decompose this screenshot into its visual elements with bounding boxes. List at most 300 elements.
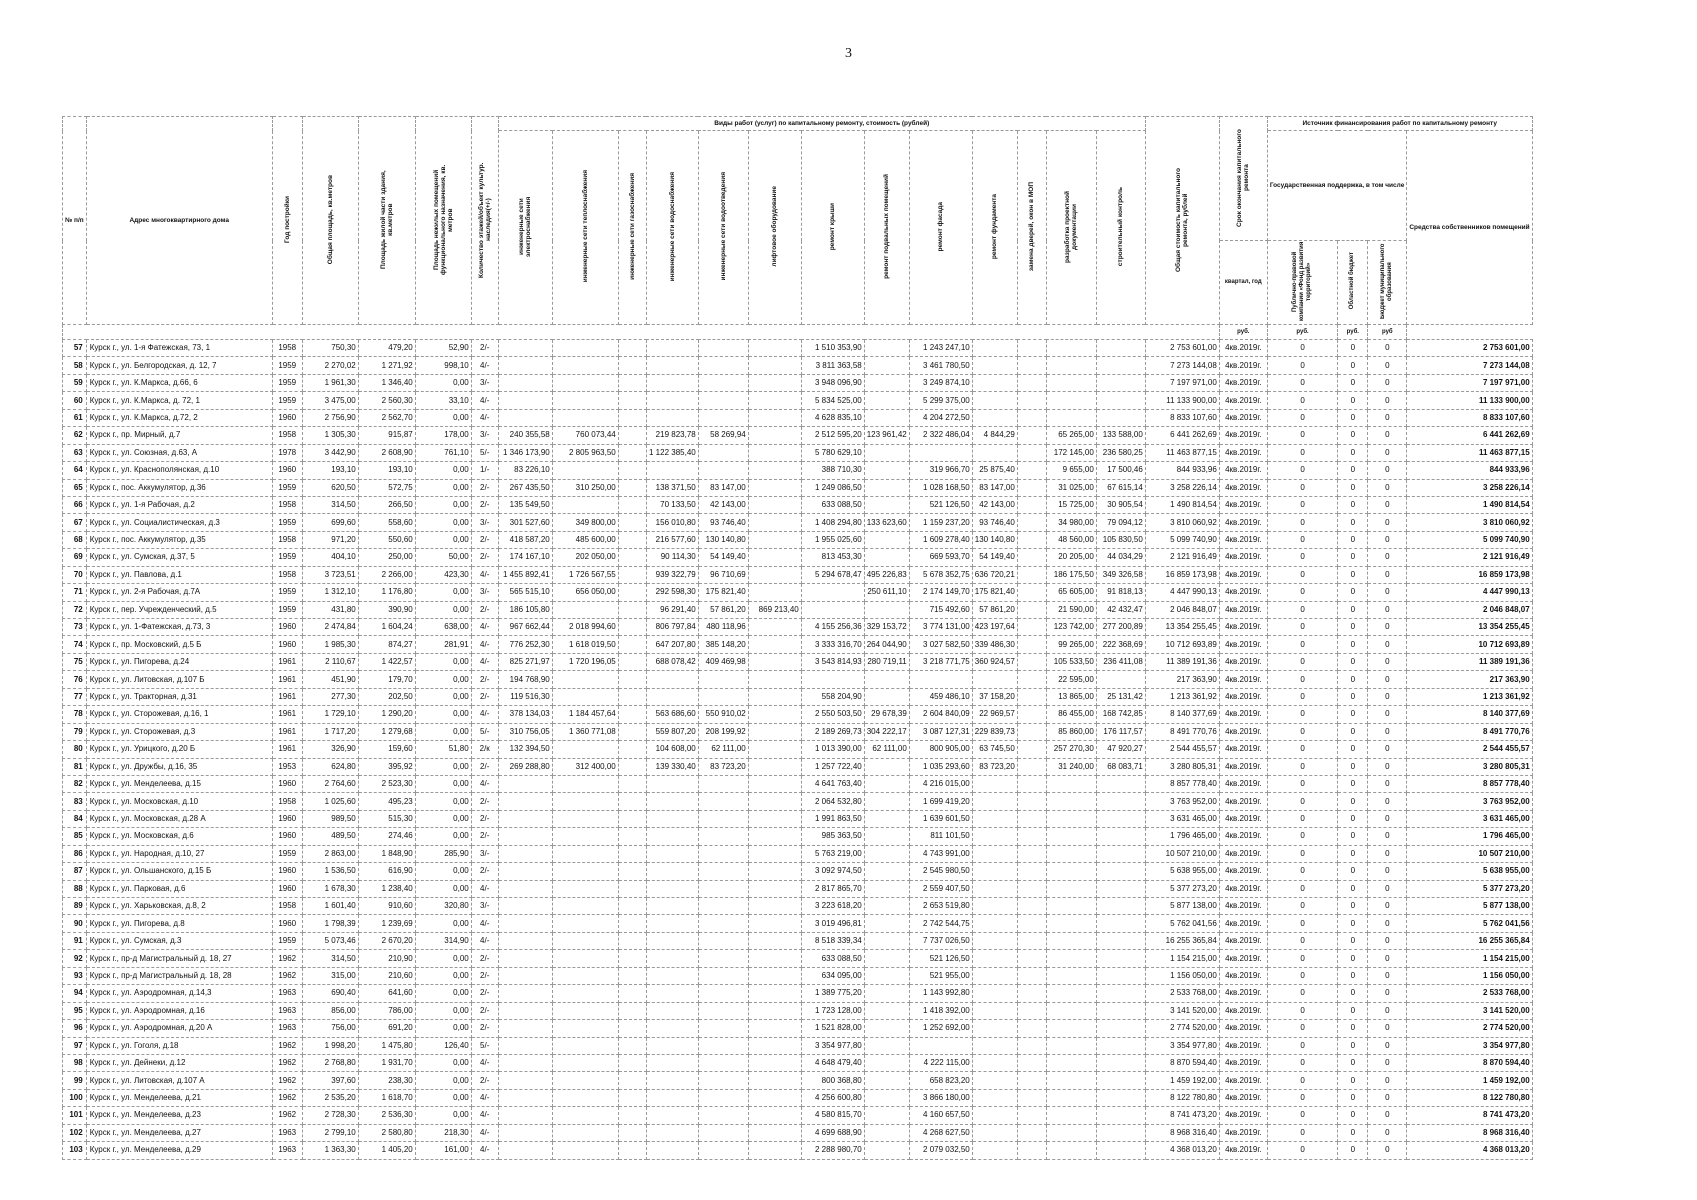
row-work-cost [748, 462, 801, 479]
row-owners-funds: 2 774 520,00 [1407, 1020, 1532, 1037]
row-term: 4кв.2019г. [1219, 601, 1267, 618]
row-total-area: 750,30 [302, 340, 358, 357]
row-work-cost [618, 706, 646, 723]
row-work-cost: 3 811 363,58 [801, 357, 864, 374]
row-work-cost: 480 118,96 [698, 619, 748, 636]
row-number: 94 [63, 985, 87, 1002]
row-year: 1959 [272, 845, 302, 862]
row-work-cost [552, 409, 618, 426]
row-work-cost [698, 863, 748, 880]
row-work-cost [1046, 898, 1096, 915]
row-work-cost [748, 619, 801, 636]
row-total-area: 2 756,90 [302, 409, 358, 426]
row-work-cost [552, 741, 618, 758]
row-work-cost [618, 915, 646, 932]
header-units-spacer [63, 325, 1220, 340]
row-year: 1961 [272, 723, 302, 740]
row-total-cost: 1 490 814,54 [1145, 496, 1219, 513]
row-owners-funds: 11 389 191,36 [1407, 653, 1532, 670]
row-owners-funds: 10 712 693,89 [1407, 636, 1532, 653]
row-work-cost [552, 967, 618, 984]
row-work-cost [748, 409, 801, 426]
row-work-cost [1096, 1124, 1145, 1141]
row-work-cost [864, 1124, 909, 1141]
row-living-area: 1 405,20 [358, 1142, 415, 1159]
row-total-area: 2 474,84 [302, 619, 358, 636]
row-total-area: 624,80 [302, 758, 358, 775]
row-work-cost [864, 775, 909, 792]
row-work-cost [618, 653, 646, 670]
row-work-cost: 4 160 657,50 [909, 1107, 972, 1124]
row-number: 79 [63, 723, 87, 740]
row-work-cost: 29 678,39 [864, 706, 909, 723]
row-work-cost [698, 915, 748, 932]
row-work-cost [1046, 845, 1096, 862]
row-work-cost: 418 587,20 [498, 531, 552, 548]
row-work-cost: 319 966,70 [909, 462, 972, 479]
row-year: 1962 [272, 967, 302, 984]
row-total-area: 1 601,40 [302, 898, 358, 915]
row-living-area: 1 618,70 [358, 1089, 415, 1106]
row-work-cost [646, 1072, 698, 1089]
row-work-cost: 13 865,00 [1046, 688, 1096, 705]
row-work-cost [646, 863, 698, 880]
row-floors: 5/- [471, 723, 498, 740]
row-owners-funds: 3 354 977,80 [1407, 1037, 1532, 1054]
row-work-cost: 31 025,00 [1046, 479, 1096, 496]
row-work-cost: 800 905,00 [909, 741, 972, 758]
row-year: 1960 [272, 775, 302, 792]
row-floors: 1/- [471, 462, 498, 479]
row-work-cost [552, 775, 618, 792]
row-work-cost [1017, 775, 1046, 792]
row-work-cost [1017, 845, 1046, 862]
row-total-area: 5 073,46 [302, 932, 358, 949]
table-row [63, 496, 1533, 513]
row-regional-budget: 0 [1338, 1037, 1368, 1054]
row-number: 90 [63, 915, 87, 932]
row-living-area: 1 346,40 [358, 374, 415, 391]
row-work-cost: 83 147,00 [972, 479, 1017, 496]
row-total-cost: 10 507 210,00 [1145, 845, 1219, 862]
row-work-cost [618, 863, 646, 880]
row-work-cost: 236 580,25 [1096, 444, 1145, 461]
row-term: 4кв.2019г. [1219, 1089, 1267, 1106]
row-total-area: 3 442,90 [302, 444, 358, 461]
row-floors: 4/- [471, 915, 498, 932]
row-work-cost [864, 880, 909, 897]
row-work-cost [646, 967, 698, 984]
row-work-cost [748, 1107, 801, 1124]
row-work-cost [618, 967, 646, 984]
row-public-fund: 0 [1267, 444, 1338, 461]
row-year: 1963 [272, 1002, 302, 1019]
row-work-cost [748, 741, 801, 758]
row-nonresidential-area: 0,00 [415, 409, 471, 426]
row-owners-funds: 10 507 210,00 [1407, 845, 1532, 862]
row-public-fund: 0 [1267, 758, 1338, 775]
row-regional-budget: 0 [1338, 479, 1368, 496]
row-work-cost [1017, 1002, 1046, 1019]
row-living-area: 2 266,00 [358, 566, 415, 583]
row-work-cost [618, 584, 646, 601]
row-owners-funds: 1 459 192,00 [1407, 1072, 1532, 1089]
row-work-cost [972, 409, 1017, 426]
row-floors: 2/- [471, 601, 498, 618]
row-work-cost [1096, 775, 1145, 792]
row-floors: 2/- [471, 1002, 498, 1019]
row-work-cost [1017, 479, 1046, 496]
row-term: 4кв.2019г. [1219, 357, 1267, 374]
row-address: Курск г., ул. Сторожевая, д.16, 1 [86, 706, 272, 723]
row-work-cost [1046, 409, 1096, 426]
row-total-area: 2 799,10 [302, 1124, 358, 1141]
row-work-cost: 20 205,00 [1046, 549, 1096, 566]
row-regional-budget: 0 [1338, 409, 1368, 426]
row-address: Курск г., ул. Дружбы, д.16, 35 [86, 758, 272, 775]
header-work-basement: ремонт подвальных помещений [864, 131, 909, 325]
row-number: 80 [63, 741, 87, 758]
row-total-cost: 6 441 262,69 [1145, 427, 1219, 444]
row-floors: 3/- [471, 427, 498, 444]
row-work-cost [1017, 950, 1046, 967]
row-living-area: 395,92 [358, 758, 415, 775]
row-municipal-budget: 0 [1368, 392, 1407, 409]
row-year: 1963 [272, 1124, 302, 1141]
table-row [63, 898, 1533, 915]
table-row [63, 688, 1533, 705]
row-total-cost: 11 133 900,00 [1145, 392, 1219, 409]
row-work-cost [698, 1002, 748, 1019]
row-work-cost: 423 197,64 [972, 619, 1017, 636]
row-work-cost: 633 088,50 [801, 950, 864, 967]
row-work-cost [748, 706, 801, 723]
row-work-cost [748, 967, 801, 984]
row-work-cost [552, 1142, 618, 1159]
row-work-cost [864, 357, 909, 374]
row-owners-funds: 3 280 805,31 [1407, 758, 1532, 775]
row-work-cost [646, 671, 698, 688]
row-nonresidential-area: 0,00 [415, 1089, 471, 1106]
row-floors: 2/- [471, 340, 498, 357]
row-work-cost [1017, 985, 1046, 1002]
row-work-cost: 186 105,80 [498, 601, 552, 618]
row-work-cost: 62 111,00 [864, 741, 909, 758]
row-work-cost [552, 1072, 618, 1089]
table-row [63, 1037, 1533, 1054]
row-term: 4кв.2019г. [1219, 775, 1267, 792]
row-work-cost: 1 028 168,50 [909, 479, 972, 496]
row-living-area: 266,50 [358, 496, 415, 513]
row-work-cost [618, 775, 646, 792]
header-work-elevator: лифтовое оборудование [748, 131, 801, 325]
row-work-cost: 3 027 582,50 [909, 636, 972, 653]
row-public-fund: 0 [1267, 863, 1338, 880]
table-row [63, 932, 1533, 949]
row-work-cost: 85 860,00 [1046, 723, 1096, 740]
row-work-cost [1096, 950, 1145, 967]
row-work-cost: 715 492,60 [909, 601, 972, 618]
row-year: 1962 [272, 950, 302, 967]
header-public-fund: Публично-правовой компании «Фонд развития территорий» [1267, 241, 1338, 325]
row-municipal-budget: 0 [1368, 549, 1407, 566]
row-regional-budget: 0 [1338, 1002, 1368, 1019]
row-work-cost [748, 427, 801, 444]
row-work-cost: 3 092 974,50 [801, 863, 864, 880]
row-nonresidential-area: 0,00 [415, 479, 471, 496]
row-work-cost [698, 357, 748, 374]
row-work-cost: 83 226,10 [498, 462, 552, 479]
row-owners-funds: 7 197 971,00 [1407, 374, 1532, 391]
row-term: 4кв.2019г. [1219, 566, 1267, 583]
row-nonresidential-area: 0,00 [415, 1054, 471, 1071]
row-year: 1962 [272, 1107, 302, 1124]
row-work-cost [864, 1020, 909, 1037]
row-work-cost [1096, 810, 1145, 827]
row-total-cost: 3 763 952,00 [1145, 793, 1219, 810]
row-year: 1960 [272, 880, 302, 897]
row-living-area: 1 848,90 [358, 845, 415, 862]
row-work-cost: 1 013 390,00 [801, 741, 864, 758]
header-work-doors-windows: замена дверей, окон в МОП [1017, 131, 1046, 325]
row-nonresidential-area: 320,80 [415, 898, 471, 915]
row-work-cost: 1 257 722,40 [801, 758, 864, 775]
row-work-cost [748, 1020, 801, 1037]
row-nonresidential-area: 0,00 [415, 880, 471, 897]
row-work-cost [646, 880, 698, 897]
row-work-cost: 104 608,00 [646, 741, 698, 758]
row-work-cost [1017, 932, 1046, 949]
row-work-cost [1096, 409, 1145, 426]
table-row [63, 392, 1533, 409]
row-nonresidential-area: 218,30 [415, 1124, 471, 1141]
row-work-cost: 130 140,80 [698, 531, 748, 548]
row-work-cost: 194 768,90 [498, 671, 552, 688]
row-public-fund: 0 [1267, 741, 1338, 758]
row-total-area: 3 475,00 [302, 392, 358, 409]
row-work-cost [1046, 1124, 1096, 1141]
row-work-cost: 25 131,42 [1096, 688, 1145, 705]
row-work-cost [498, 1054, 552, 1071]
row-work-cost: 647 207,80 [646, 636, 698, 653]
table-row [63, 810, 1533, 827]
row-number: 92 [63, 950, 87, 967]
row-work-cost [618, 601, 646, 618]
row-total-cost: 2 753 601,00 [1145, 340, 1219, 357]
row-total-cost: 8 857 778,40 [1145, 775, 1219, 792]
row-municipal-budget: 0 [1368, 1054, 1407, 1071]
row-public-fund: 0 [1267, 845, 1338, 862]
row-term: 4кв.2019г. [1219, 967, 1267, 984]
row-public-fund: 0 [1267, 1142, 1338, 1159]
row-work-cost [498, 810, 552, 827]
row-owners-funds: 1 154 215,00 [1407, 950, 1532, 967]
row-total-area: 277,30 [302, 688, 358, 705]
row-work-cost [498, 1142, 552, 1159]
row-work-cost: 1 726 567,55 [552, 566, 618, 583]
row-work-cost: 4 641 763,40 [801, 775, 864, 792]
row-total-area: 1 025,60 [302, 793, 358, 810]
row-term: 4кв.2019г. [1219, 723, 1267, 740]
row-work-cost [498, 392, 552, 409]
row-work-cost: 2 079 032,50 [909, 1142, 972, 1159]
row-address: Курск г., ул. Литовская, д.107 А [86, 1072, 272, 1089]
row-owners-funds: 13 354 255,45 [1407, 619, 1532, 636]
row-work-cost: 216 577,60 [646, 531, 698, 548]
row-owners-funds: 3 631 465,00 [1407, 810, 1532, 827]
row-work-cost [618, 531, 646, 548]
row-work-cost [1017, 601, 1046, 618]
row-term: 4кв.2019г. [1219, 427, 1267, 444]
row-work-cost: 3 461 780,50 [909, 357, 972, 374]
row-municipal-budget: 0 [1368, 444, 1407, 461]
row-term: 4кв.2019г. [1219, 1020, 1267, 1037]
row-work-cost [1017, 706, 1046, 723]
row-work-cost: 267 435,50 [498, 479, 552, 496]
row-nonresidential-area: 281,91 [415, 636, 471, 653]
row-total-cost: 13 354 255,45 [1145, 619, 1219, 636]
row-municipal-budget: 0 [1368, 340, 1407, 357]
table-row [63, 1107, 1533, 1124]
table-row [63, 723, 1533, 740]
row-total-area: 314,50 [302, 950, 358, 967]
row-total-area: 2 110,67 [302, 653, 358, 670]
row-regional-budget: 0 [1338, 1089, 1368, 1106]
row-nonresidential-area: 0,00 [415, 863, 471, 880]
table-row [63, 671, 1533, 688]
row-work-cost: 130 140,80 [972, 531, 1017, 548]
row-total-cost: 1 796 465,00 [1145, 828, 1219, 845]
row-work-cost: 1 955 025,60 [801, 531, 864, 548]
row-regional-budget: 0 [1338, 374, 1368, 391]
table-row [63, 880, 1533, 897]
row-owners-funds: 5 877 138,00 [1407, 898, 1532, 915]
row-work-cost: 634 095,00 [801, 967, 864, 984]
row-work-cost: 1 159 237,20 [909, 514, 972, 531]
row-term: 4кв.2019г. [1219, 549, 1267, 566]
row-total-area: 3 723,51 [302, 566, 358, 583]
row-floors: 2/- [471, 549, 498, 566]
header-state-support: Государственная поддержка, в том числе [1267, 131, 1407, 241]
row-work-cost [552, 340, 618, 357]
row-municipal-budget: 0 [1368, 880, 1407, 897]
row-work-cost [1046, 775, 1096, 792]
row-work-cost: 825 271,97 [498, 653, 552, 670]
table-row [63, 775, 1533, 792]
row-work-cost [748, 1089, 801, 1106]
row-work-cost [864, 967, 909, 984]
row-year: 1959 [272, 479, 302, 496]
table-row [63, 793, 1533, 810]
row-nonresidential-area: 0,00 [415, 758, 471, 775]
row-work-cost [698, 392, 748, 409]
row-work-cost: 521 955,00 [909, 967, 972, 984]
row-address: Курск г., пр. Московский, д.5 Б [86, 636, 272, 653]
row-public-fund: 0 [1267, 793, 1338, 810]
row-work-cost [498, 1037, 552, 1054]
table-row [63, 531, 1533, 548]
row-total-area: 2 270,02 [302, 357, 358, 374]
row-living-area: 1 931,70 [358, 1054, 415, 1071]
row-floors: 2/- [471, 810, 498, 827]
row-work-cost: 47 920,27 [1096, 741, 1145, 758]
row-work-cost [552, 1020, 618, 1037]
header-unit-term: квартал, год [1219, 241, 1267, 325]
row-municipal-budget: 0 [1368, 601, 1407, 618]
row-regional-budget: 0 [1338, 531, 1368, 548]
table-row [63, 601, 1533, 618]
row-work-cost [618, 340, 646, 357]
row-year: 1960 [272, 619, 302, 636]
row-living-area: 250,00 [358, 549, 415, 566]
row-living-area: 1 238,40 [358, 880, 415, 897]
row-regional-budget: 0 [1338, 1142, 1368, 1159]
row-work-cost [552, 1124, 618, 1141]
row-total-cost: 2 774 520,00 [1145, 1020, 1219, 1037]
row-regional-budget: 0 [1338, 549, 1368, 566]
row-municipal-budget: 0 [1368, 688, 1407, 705]
row-work-cost [909, 671, 972, 688]
row-work-cost: 54 149,40 [972, 549, 1017, 566]
row-address: Курск г., ул. Менделеева, д.29 [86, 1142, 272, 1159]
row-work-cost [552, 1037, 618, 1054]
row-floors: 3/- [471, 845, 498, 862]
row-regional-budget: 0 [1338, 688, 1368, 705]
row-number: 59 [63, 374, 87, 391]
row-floors: 5/- [471, 444, 498, 461]
row-municipal-budget: 0 [1368, 985, 1407, 1002]
row-work-cost: 1 143 992,80 [909, 985, 972, 1002]
row-address: Курск г., пр-д Магистральный д. 18, 28 [86, 967, 272, 984]
row-floors: 2/- [471, 967, 498, 984]
row-work-cost [1017, 584, 1046, 601]
row-work-cost: 3 249 874,10 [909, 374, 972, 391]
header-total-area: Общая площадь, кв.метров [302, 117, 358, 325]
row-work-cost [748, 444, 801, 461]
row-living-area: 274,46 [358, 828, 415, 845]
row-work-cost [498, 1002, 552, 1019]
row-work-cost: 4 256 600,80 [801, 1089, 864, 1106]
row-owners-funds: 5 638 955,00 [1407, 863, 1532, 880]
row-number: 97 [63, 1037, 87, 1054]
row-work-cost [552, 950, 618, 967]
row-work-cost [646, 392, 698, 409]
row-work-cost [498, 1124, 552, 1141]
row-total-area: 1 729,10 [302, 706, 358, 723]
row-work-cost [972, 845, 1017, 862]
row-year: 1958 [272, 427, 302, 444]
row-work-cost [618, 950, 646, 967]
row-year: 1958 [272, 496, 302, 513]
row-nonresidential-area: 285,90 [415, 845, 471, 862]
row-regional-budget: 0 [1338, 741, 1368, 758]
row-public-fund: 0 [1267, 1037, 1338, 1054]
row-public-fund: 0 [1267, 967, 1338, 984]
row-year: 1960 [272, 810, 302, 827]
row-work-cost [552, 793, 618, 810]
row-living-area: 479,20 [358, 340, 415, 357]
table-row [63, 566, 1533, 583]
row-work-cost [1046, 915, 1096, 932]
row-work-cost: 349 326,58 [1096, 566, 1145, 583]
row-work-cost [972, 374, 1017, 391]
row-work-cost [864, 793, 909, 810]
row-nonresidential-area: 0,00 [415, 531, 471, 548]
row-work-cost: 264 044,90 [864, 636, 909, 653]
row-regional-budget: 0 [1338, 950, 1368, 967]
row-work-cost [618, 1020, 646, 1037]
row-public-fund: 0 [1267, 392, 1338, 409]
